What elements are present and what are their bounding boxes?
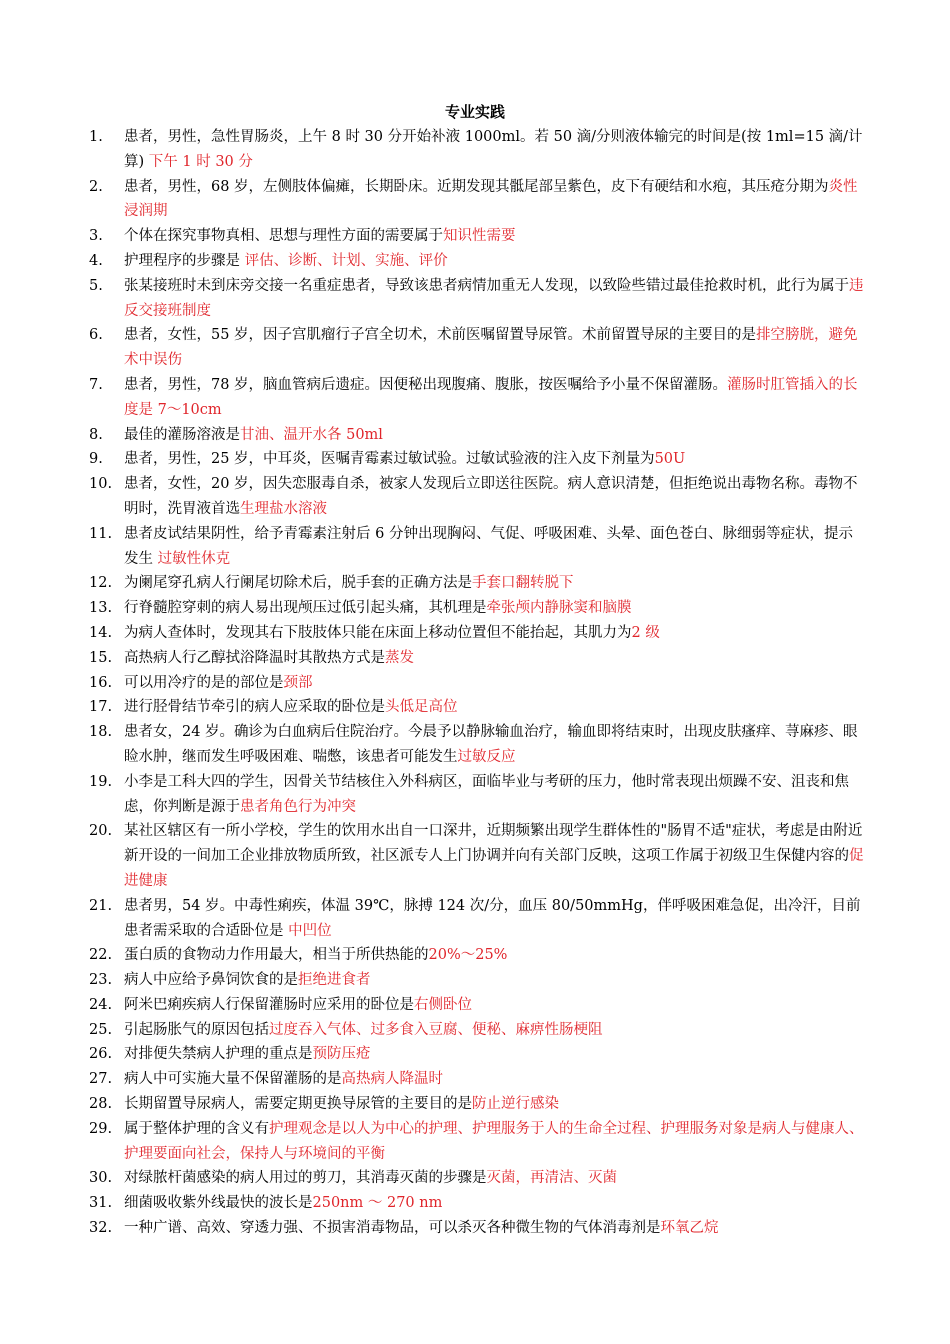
question-number: 31. [89,1195,113,1212]
question-text [124,1042,864,1067]
question-item [0,770,950,820]
answer-highlight: 牵张颅内静脉窦和脑膜 [486,600,632,617]
question-stem: 属于整体护理的含义有 [124,1120,269,1137]
question-number: 4. [89,252,103,269]
answer-highlight: 灭菌，再清洁、灭菌 [486,1170,617,1187]
question-stem: 张某接班时未到床旁交接一名重症患者，导致该患者病情加重无人发现，以致险些错过最佳抢救时机，此行为属于 [124,277,849,294]
question-text [124,373,864,423]
question-item [0,720,950,770]
answer-highlight: 颈部 [283,674,313,691]
question-item [0,943,950,968]
question-text [124,249,864,274]
question-number: 26. [89,1046,113,1063]
answer-highlight: 高热病人降温时 [341,1071,443,1088]
question-number: 10. [89,476,113,493]
question-stem: 为病人查体时，发现其右下肢肢体只能在床面上移动位置但不能抬起，其肌力为 [124,624,632,641]
question-number: 5. [89,277,103,294]
question-number: 30. [89,1170,113,1187]
question-stem: 患者女，24 岁。确诊为白血病后住院治疗。今晨予以静脉输血治疗，输血即将结束时，出现皮肤瘙痒、荨麻疹、眼睑水肿，继而发生呼吸困难、喘憋，该患者可能发生 [124,724,858,765]
question-stem: 最佳的灌肠溶液是 [124,426,240,443]
question-item [0,447,950,472]
question-text [124,1092,864,1117]
question-stem: 为阑尾穿孔病人行阑尾切除术后，脱手套的正确方法是 [124,575,472,592]
question-text [124,596,864,621]
question-number: 19. [89,773,113,790]
question-number: 14. [89,624,113,641]
answer-highlight: 环氧乙烷 [660,1220,719,1237]
page-title: 专业实践 [444,103,505,121]
question-text [124,671,864,696]
question-stem: 某社区辖区有一所小学校，学生的饮用水出自一口深井，近期频繁出现学生群体性的"肠胃不适"症状，考虑是由附近新开设的一间加工企业排放物质所致，社区派专人上门协调并向有关部门反映，这项工作属于初级卫生保健内容的 [124,823,863,865]
answer-highlight: 灌肠时肛管插入的长度是 7～10cm [124,376,858,418]
question-number: 16. [89,674,113,691]
question-number: 18. [89,724,113,741]
question-number: 13. [89,600,113,617]
question-stem: 蛋白质的食物动力作用最大，相当于所供热能的 [124,947,429,964]
question-item [0,249,950,274]
question-text [124,1191,864,1216]
question-item [0,274,950,324]
question-stem: 患者，女性，20 岁，因失恋服毒自杀，被家人发现后立即送往医院。病人意识清楚，但拒绝说出毒物名称。毒物不明时，洗胃液首选 [124,476,858,517]
answer-highlight: 甘油、温开水各 50ml [240,426,383,443]
answer-highlight: 下午 1 时 30 分 [148,153,253,170]
question-item [0,1117,950,1167]
question-stem: 患者男，54 岁。中毒性痢疾，体温 39℃，脉搏 124 次/分，血压 80/50mmHg，伴呼吸困难急促，出冷汗，目前患者需采取的合适卧位是 [124,897,861,939]
question-stem: 对绿脓杆菌感染的病人用过的剪刀，其消毒灭菌的步骤是 [124,1170,487,1187]
question-number: 32. [89,1220,113,1237]
question-item [0,671,950,696]
question-text [124,125,864,175]
answer-highlight: 排空膀胱，避免术中误伤 [124,327,858,369]
question-text [124,571,864,596]
question-stem: 患者皮试结果阴性，给予青霉素注射后 6 分钟出现胸闷、气促、呼吸困难、头晕、面色苍白、脉细弱等症状，提示发生 [124,525,853,567]
question-number: 6. [89,327,103,344]
answer-highlight: 炎性浸润期 [124,178,858,220]
question-item [0,1092,950,1117]
question-item [0,522,950,572]
question-number: 12. [89,575,113,592]
question-number: 9. [89,451,103,468]
question-number: 11. [89,525,113,542]
question-stem: 患者，女性，55 岁，因子宫肌瘤行子宫全切术，术前医嘱留置导尿管。术前留置导尿的主要目的是 [124,327,757,344]
question-stem: 患者，男性，68 岁，左侧肢体偏瘫，长期卧床。近期发现其骶尾部呈紫色，皮下有硬结和水疱，其压疮分期为 [124,178,829,195]
answer-highlight: 过度吞入气体、过多食入豆腐、便秘、麻痹性肠梗阻 [269,1021,603,1038]
question-number: 22. [89,947,113,964]
question-stem: 高热病人行乙醇拭浴降温时其散热方式是 [124,649,385,666]
question-item [0,423,950,448]
question-item [0,1042,950,1067]
question-item [0,224,950,249]
question-text [124,819,864,893]
question-item [0,894,950,944]
question-stem: 引起肠胀气的原因包括 [124,1021,269,1038]
question-item [0,993,950,1018]
answer-highlight: 2 级 [631,624,660,641]
question-stem: 一种广谱、高效、穿透力强、不损害消毒物品，可以杀灭各种微生物的气体消毒剂是 [124,1220,661,1237]
question-item [0,819,950,893]
question-item [0,373,950,423]
question-stem: 患者，男性，78 岁，脑血管病后遗症。因便秘出现腹痛、腹胀，按医嘱给予小量不保留灌肠。 [124,376,728,393]
question-stem: 行脊髓腔穿刺的病人易出现颅压过低引起头痛，其机理是 [124,600,487,617]
question-text [124,770,864,820]
question-text [124,423,864,448]
question-item [0,968,950,993]
answer-highlight: 违反交接班制度 [124,277,864,319]
answer-highlight: 过敏性休克 [157,550,231,567]
question-number: 3. [89,228,103,245]
question-number: 2. [89,178,103,195]
answer-highlight: 右侧卧位 [414,996,472,1013]
answer-highlight: 促进健康 [124,848,864,889]
question-item [0,621,950,646]
question-item [0,1166,950,1191]
question-text [124,646,864,671]
question-text [124,224,864,249]
question-text [124,1166,864,1191]
question-item [0,646,950,671]
question-number: 1. [89,129,103,145]
answer-highlight: 预防压疮 [312,1046,371,1063]
question-text [124,522,864,572]
answer-highlight: 生理盐水溶液 [240,500,327,517]
question-text [124,323,864,373]
question-item [0,472,950,522]
question-item [0,323,950,373]
question-stem: 患者，男性，急性胃肠炎，上午 8 时 30 分开始补液 1000ml。若 50 滴/分则液体输完的时间是(按 1ml=15 滴/计算) [124,129,863,170]
question-item [0,1191,950,1216]
question-stem: 阿米巴痢疾病人行保留灌肠时应采用的卧位是 [124,996,414,1013]
question-text [124,968,864,993]
question-text [124,943,864,968]
question-list [0,125,950,1241]
question-item [0,1216,950,1241]
question-number: 27. [89,1071,113,1088]
question-text [124,274,864,324]
question-stem: 个体在探究事物真相、思想与理性方面的需要属于 [124,228,443,245]
question-text [124,447,864,472]
question-number: 7. [89,376,103,393]
question-stem: 可以用冷疗的是的部位是 [124,674,284,691]
question-text [124,1018,864,1043]
answer-highlight: 50U [654,451,686,468]
question-item [0,571,950,596]
question-number: 28. [89,1096,113,1113]
question-number: 25. [89,1021,113,1038]
question-number: 15. [89,649,113,666]
answer-highlight: 头低足高位 [385,699,458,716]
question-stem: 对排便失禁病人护理的重点是 [124,1046,313,1063]
answer-highlight: 20%～25% [428,947,508,964]
answer-highlight: 过敏反应 [457,748,516,765]
question-item [0,695,950,720]
answer-highlight: 手套口翻转脱下 [472,575,574,592]
question-item [0,175,950,225]
question-stem: 患者，男性，25 岁，中耳炎，医嘱青霉素过敏试验。过敏试验液的注入皮下剂量为 [124,451,655,468]
question-item [0,125,950,175]
question-text [124,993,864,1018]
question-number: 23. [89,972,113,989]
answer-highlight: 知识性需要 [443,228,516,245]
answer-highlight: 护理观念是以人为中心的护理、护理服务于人的生命全过程、护理服务对象是病人与健康人、护理要面向社会，保持人与环境间的平衡 [124,1120,864,1162]
question-stem: 细菌吸收紫外线最快的波长是 [124,1195,313,1212]
question-stem: 病人中可实施大量不保留灌肠的是 [124,1071,342,1088]
answer-highlight: 蒸发 [385,649,414,666]
question-text [124,1067,864,1092]
question-number: 29. [89,1120,113,1137]
answer-highlight: 防止逆行感染 [472,1096,559,1113]
question-stem: 进行胫骨结节牵引的病人应采取的卧位是 [124,699,385,716]
question-number: 24. [89,996,113,1013]
question-item [0,1018,950,1043]
question-stem: 长期留置导尿病人，需要定期更换导尿管的主要目的是 [124,1096,472,1113]
question-item [0,1067,950,1092]
question-text [124,720,864,770]
question-stem: 护理程序的步骤是 [124,252,245,269]
question-text [124,1216,864,1241]
question-text [124,472,864,522]
question-number: 21. [89,897,113,914]
question-text [124,1117,864,1167]
answer-highlight: 250nm ～ 270 nm [312,1195,443,1212]
question-number: 8. [89,426,103,443]
answer-highlight: 拒绝进食者 [298,972,371,989]
question-text [124,695,864,720]
question-text [124,894,864,944]
question-number: 17. [89,699,113,716]
answer-highlight: 患者角色行为冲突 [240,798,356,815]
answer-highlight: 中凹位 [288,922,332,939]
question-text [124,621,864,646]
question-text [124,175,864,225]
question-item [0,596,950,621]
answer-highlight: 评估、诊断、计划、实施、评价 [244,252,448,269]
question-number: 20. [89,823,113,840]
question-stem: 病人中应给予鼻饲饮食的是 [124,972,298,989]
question-stem: 小李是工科大四的学生，因骨关节结核住入外科病区，面临毕业与考研的压力，他时常表现出烦躁不安、沮丧和焦虑，你判断是源于 [124,773,849,815]
